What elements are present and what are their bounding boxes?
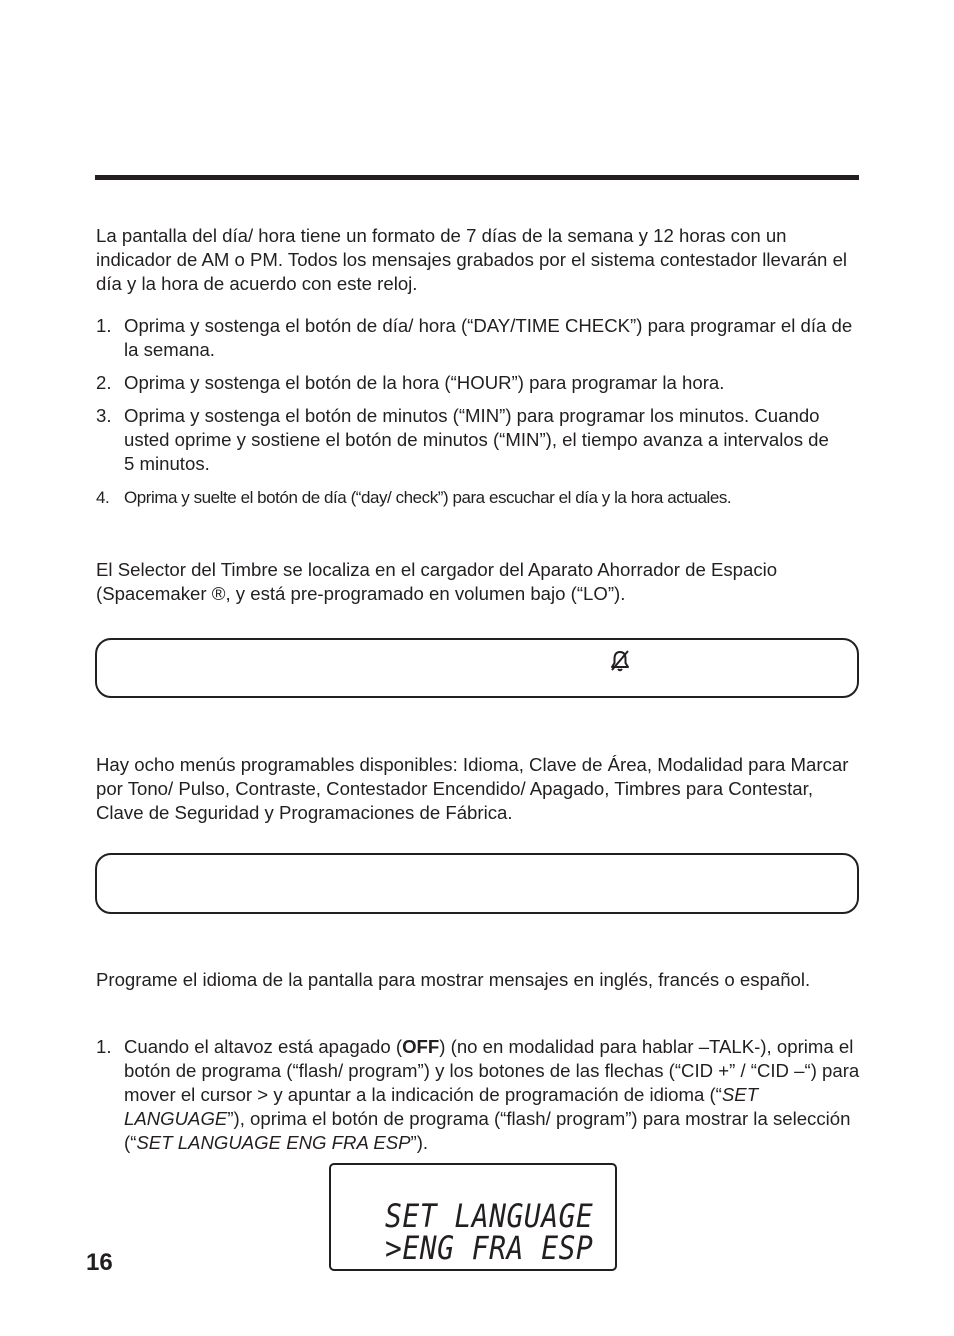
list-item-text: Oprima y sostenga el botón de día/ hora (“DAY/TIME CHECK”) para programar el día de la semana. bbox=[124, 315, 853, 360]
list-item-number: 3. bbox=[96, 405, 112, 426]
list-item-text: Cuando el altavoz está apagado (OFF) (no en modalidad para hablar –TALK-), oprima el botón de programa (“flash/ program”) y los botones de las flechas (“CID +” / “CID –“) para mover el cursor > y apuntar a la indicación de programación de idioma (“SET LANGUAGE”), oprima el botón de programa (“flash/ program”) para mostrar la selección (“SET LANGUAGE ENG FRA ESP”). bbox=[124, 1036, 860, 1153]
clock-intro-paragraph: La pantalla del día/ hora tiene un formato de 7 días de la semana y 12 horas con un indicador de AM o PM. Todos los mensajes grabados por el sistema contestador llevarán el día y la hora de acuerdo con este reloj. bbox=[96, 225, 848, 294]
list-item-text: Oprima y suelte el botón de día (“day/ check”) para escuchar el día y la hora actuales. bbox=[124, 488, 732, 507]
set-language-options-keyword: SET LANGUAGE ENG FRA ESP bbox=[136, 1132, 411, 1153]
list-item bbox=[96, 404, 860, 476]
list-item-text: Oprima y sostenga el botón de la hora (“HOUR”) para programar la hora. bbox=[124, 372, 725, 393]
ringer-paragraph: El Selector del Timbre se localiza en el cargador del Aparato Ahorrador de Espacio (Spacemaker ®, y está pre-programado en volumen bajo (“LO”). bbox=[96, 559, 778, 604]
list-item-number: 1. bbox=[96, 1036, 112, 1057]
list-item bbox=[96, 486, 860, 510]
list-item-text: Oprima y sostenga el botón de minutos (“MIN”) para programar los minutos. Cuando usted oprime y sostiene el botón de minutos (“MIN”), el tiempo avanza a intervalos de 5 minutos. bbox=[124, 405, 829, 474]
menus-paragraph: Hay ocho menús programables disponibles: Idioma, Clave de Área, Modalidad para Marcar por Tono/ Pulso, Contraste, Contestador Encendido/ Apagado, Timbres para Contestar, Clave de Seguridad y Programaciones de Fábrica. bbox=[96, 754, 849, 823]
section-rule bbox=[95, 175, 859, 180]
list-item-number: 4. bbox=[96, 488, 110, 507]
page-number: 16 bbox=[86, 1249, 113, 1276]
off-keyword: OFF bbox=[402, 1036, 440, 1057]
lcd-display bbox=[329, 1163, 617, 1271]
language-paragraph: Programe el idioma de la pantalla para mostrar mensajes en inglés, francés o español. bbox=[96, 969, 811, 990]
list-item-number: 1. bbox=[96, 315, 112, 336]
lcd-line-1: SET LANGUAGE bbox=[385, 1197, 594, 1235]
list-item bbox=[96, 371, 860, 395]
menus-heading-box bbox=[95, 853, 859, 914]
set-language-keyword: SET LANGUAGE bbox=[124, 1084, 759, 1129]
lcd-line-2: >ENG FRA ESP bbox=[385, 1229, 594, 1267]
list-item bbox=[96, 314, 860, 362]
bell-off-icon bbox=[608, 649, 632, 673]
list-item bbox=[96, 1035, 860, 1155]
ringer-heading-box bbox=[95, 638, 859, 698]
list-item-number: 2. bbox=[96, 372, 112, 393]
